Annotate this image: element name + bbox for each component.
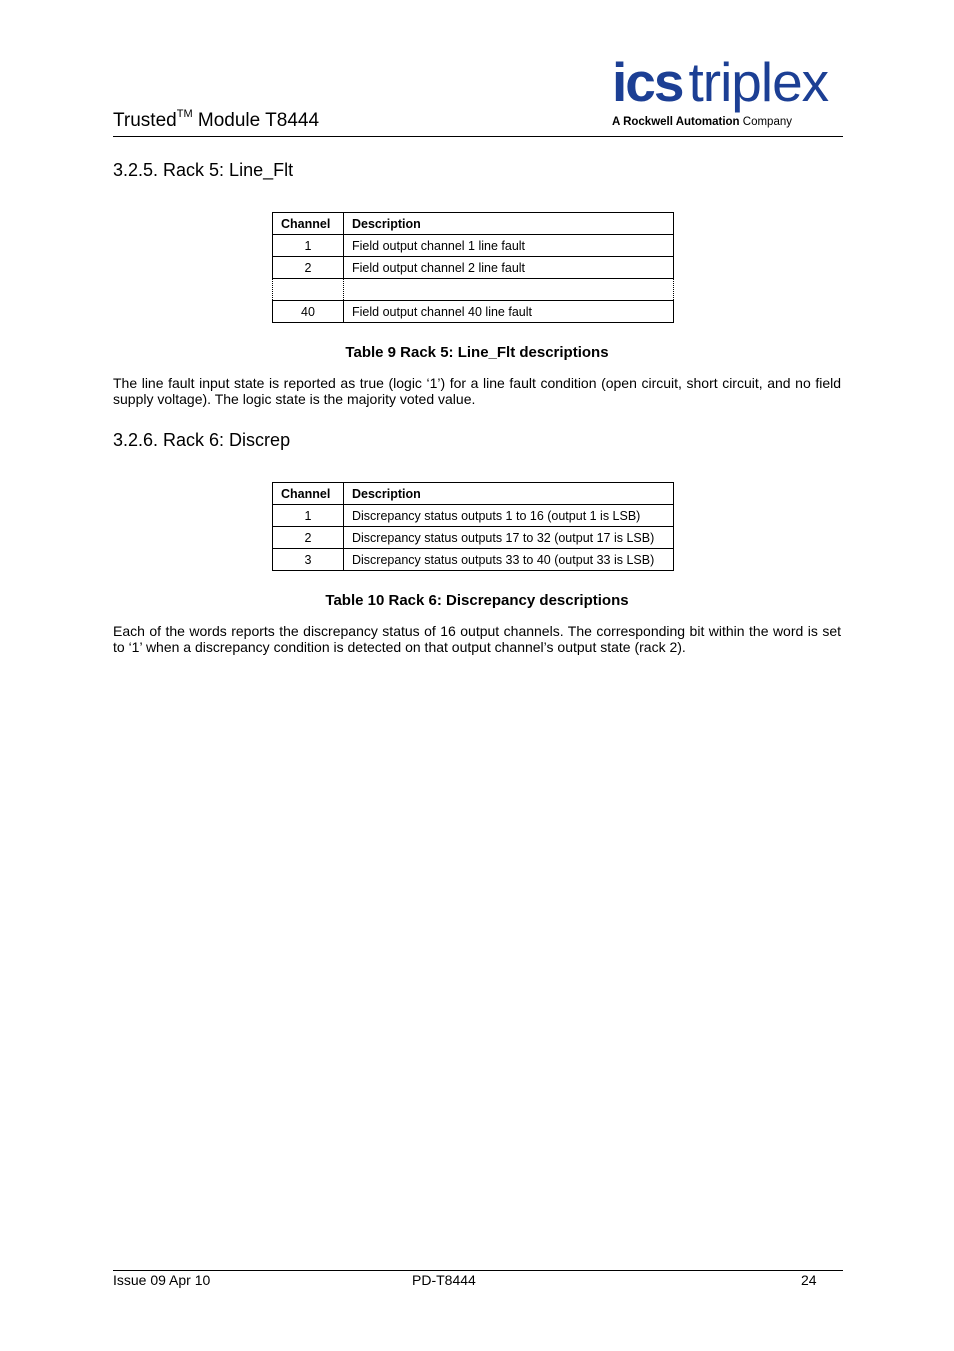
column-header-description: Description bbox=[344, 483, 674, 505]
description-cell: Discrepancy status outputs 1 to 16 (output 1 is LSB) bbox=[344, 505, 674, 527]
column-header-description: Description bbox=[344, 213, 674, 235]
description-cell: Field output channel 40 line fault bbox=[344, 301, 674, 323]
line-fault-table bbox=[272, 212, 674, 323]
table-row bbox=[273, 505, 674, 527]
table-row bbox=[273, 257, 674, 279]
description-cell: Discrepancy status outputs 17 to 32 (output 17 is LSB) bbox=[344, 527, 674, 549]
channel-cell: 2 bbox=[273, 257, 344, 279]
logo-tagline-brand: Rockwell Automation bbox=[623, 116, 740, 128]
ics-triplex-logo bbox=[612, 51, 844, 130]
logo-ics: ics bbox=[612, 51, 683, 113]
channel-cell: 2 bbox=[273, 527, 344, 549]
logo-tagline bbox=[612, 116, 792, 128]
section-heading-rack6: 3.2.6. Rack 6: Discrep bbox=[113, 430, 291, 450]
logo-tagline-prefix: A bbox=[612, 116, 624, 128]
logo-wordmark bbox=[612, 52, 828, 112]
title-suffix: Module T8444 bbox=[192, 110, 320, 131]
logo-triplex: triplex bbox=[688, 51, 829, 113]
channel-cell: 40 bbox=[273, 301, 344, 323]
discrepancy-table bbox=[272, 482, 674, 571]
footer-issue: Issue 09 Apr 10 bbox=[113, 1272, 211, 1288]
description-cell bbox=[344, 279, 674, 301]
footer-page-number: 24 bbox=[801, 1272, 817, 1288]
channel-cell: 1 bbox=[273, 505, 344, 527]
channel-cell bbox=[273, 279, 344, 301]
description-cell: Field output channel 1 line fault bbox=[344, 235, 674, 257]
line-fault-paragraph: The line fault input state is reported as true (logic ‘1’) for a line fault condition (open circuit, short circuit, and no field supply voltage). The logic state is the majority voted value. bbox=[113, 375, 841, 407]
document-title bbox=[113, 110, 319, 132]
table-row bbox=[273, 527, 674, 549]
column-header-channel: Channel bbox=[273, 213, 344, 235]
table-row bbox=[273, 301, 674, 323]
header-divider bbox=[113, 136, 843, 137]
table-row bbox=[273, 549, 674, 571]
description-cell: Discrepancy status outputs 33 to 40 (output 33 is LSB) bbox=[344, 549, 674, 571]
logo-tagline-suffix: Company bbox=[739, 116, 792, 128]
footer-doc-id: PD-T8444 bbox=[412, 1272, 476, 1288]
trademark-superscript: TM bbox=[176, 108, 193, 120]
discrepancy-paragraph: Each of the words reports the discrepancy status of 16 output channels. The corresponding bit within the word is set to ‘1’ when a discrepancy condition is detected on that output channel’s output state (rack 2). bbox=[113, 623, 841, 655]
table-row bbox=[273, 235, 674, 257]
footer-divider bbox=[113, 1270, 843, 1271]
table-header-row bbox=[273, 213, 674, 235]
table-10-caption: Table 10 Rack 6: Discrepancy descriptions bbox=[325, 592, 629, 609]
channel-cell: 1 bbox=[273, 235, 344, 257]
description-cell: Field output channel 2 line fault bbox=[344, 257, 674, 279]
channel-cell: 3 bbox=[273, 549, 344, 571]
table-9-caption: Table 9 Rack 5: Line_Flt descriptions bbox=[345, 344, 609, 361]
table-row-ellipsis bbox=[273, 279, 674, 301]
title-prefix: Trusted bbox=[113, 110, 177, 131]
column-header-channel: Channel bbox=[273, 483, 344, 505]
section-heading-rack5: 3.2.5. Rack 5: Line_Flt bbox=[113, 160, 294, 180]
table-header-row bbox=[273, 483, 674, 505]
